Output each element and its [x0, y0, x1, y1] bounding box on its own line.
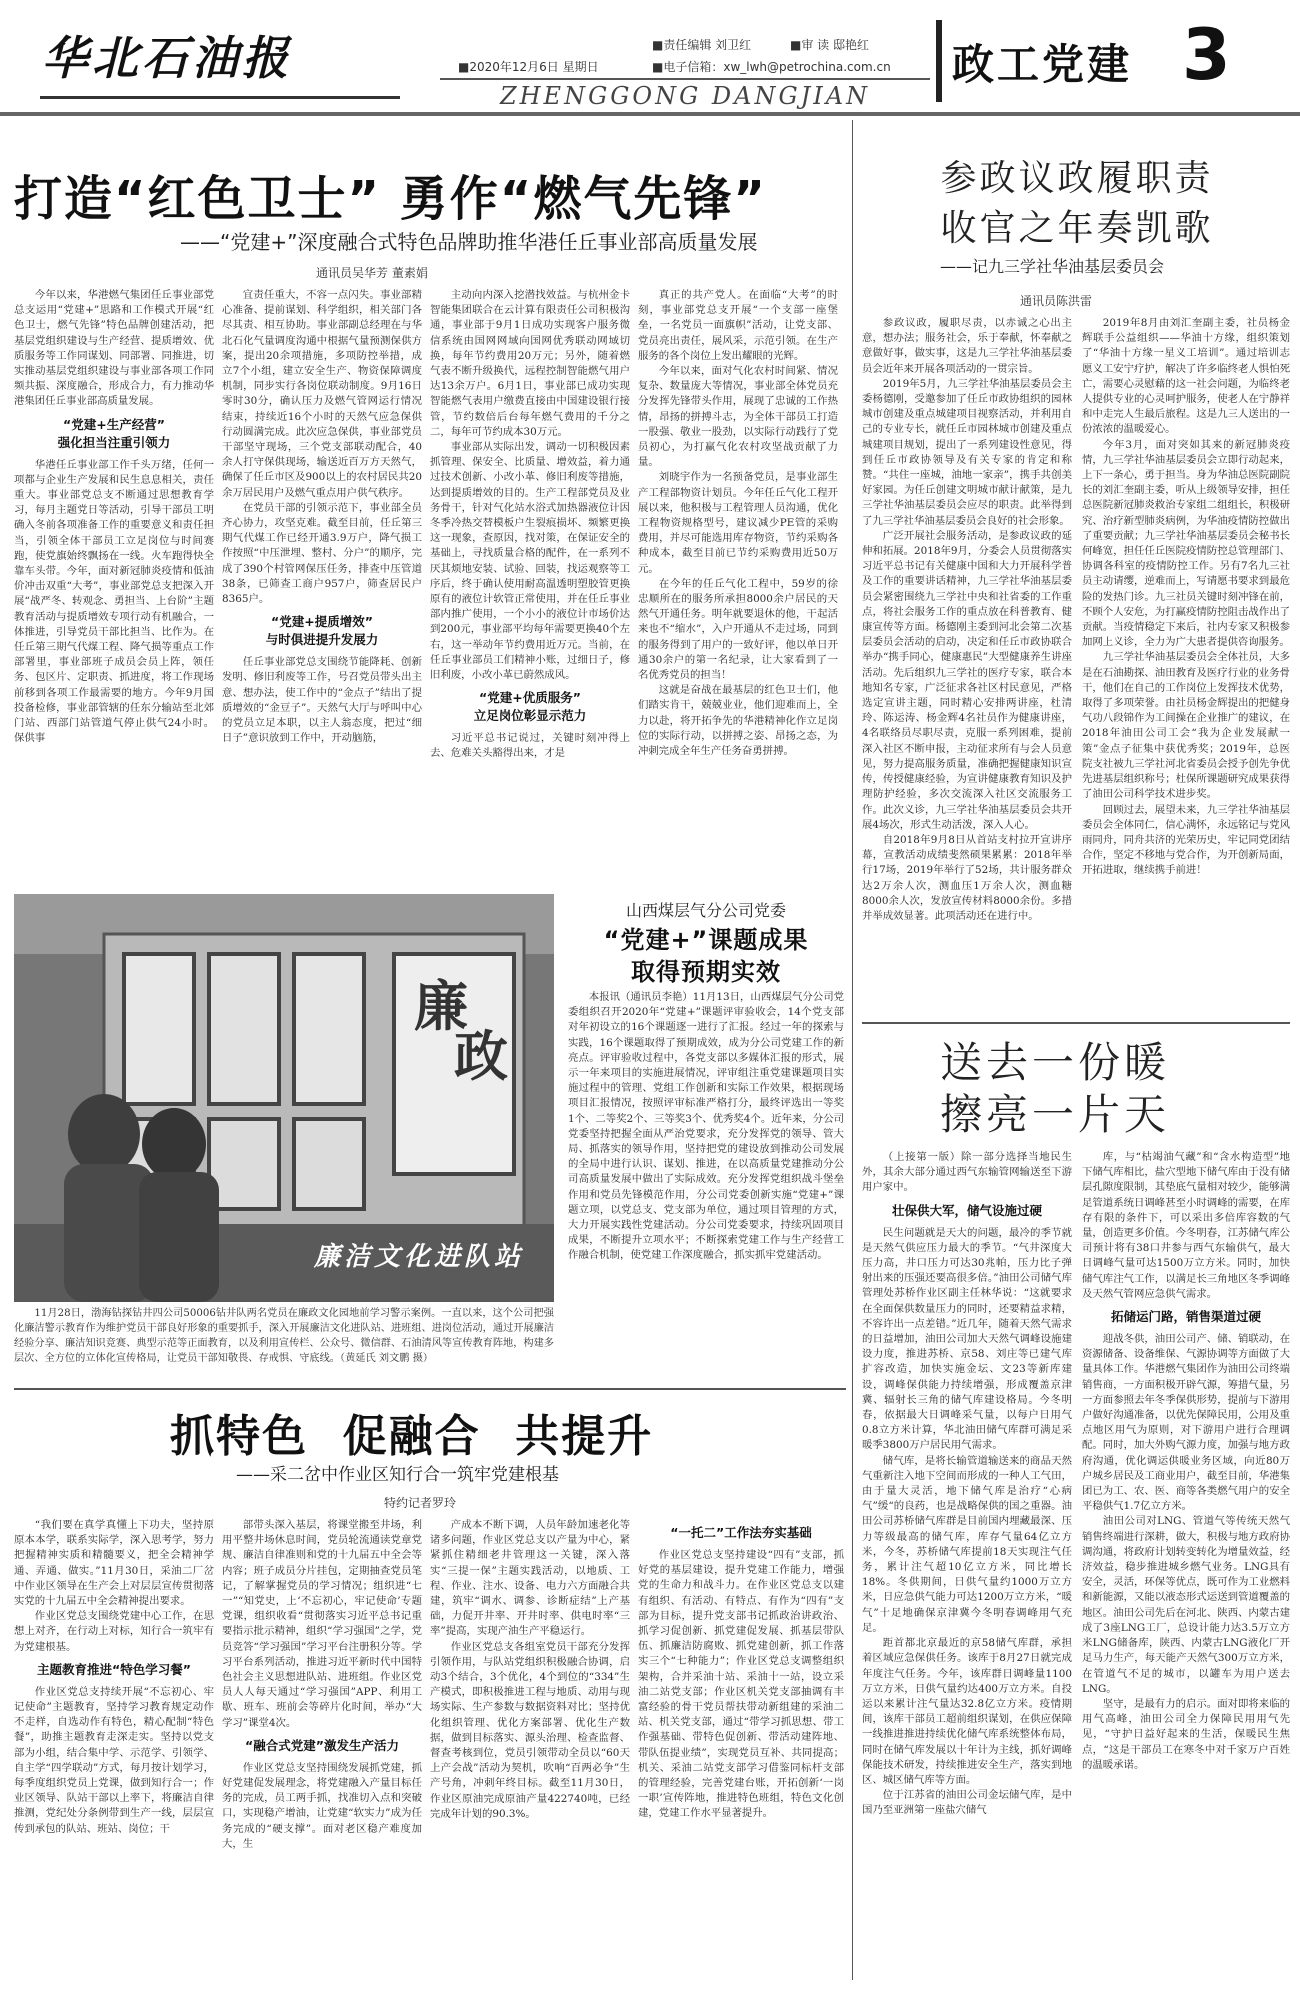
paragraph: 今年以来，面对气化农村时间紧、情况复杂、数量庞大等情况，事业部全体党员充分发挥先锋带头作用，展现了忠诚的工作热情，昂扬的拼搏斗志，为全体干部员工打造一股强、敬业一股劲，以实际行动践行了党员初心，为打赢气化农村攻坚战贡献了力量。 [638, 365, 838, 469]
paragraph: 任丘事业部党总支围绕节能降耗、创新发明、修旧利废等工作，号召党员带头出主意、想办法，使工作中的“金点子”结出了提质增效的“金豆子”。天然气大厅与呼叫中心的党员立足本职，以主人翁态度，把过“细日子”意识放到工作中，开动脑筋， [222, 656, 422, 745]
subheading: “党建+优质服务” 立足岗位彰显示范力 [473, 690, 587, 724]
logo-underline [40, 96, 400, 99]
section-title: 政工党建 [952, 40, 1133, 89]
paragraph: 今年以来，华港燃气集团任丘事业部党总支运用“党建+”思路和工作模式开展“红色卫士，燃气先锋”特色品牌创建活动，把基层党组织建设与生产经营、提质增效、优质服务等工作同谋划、同部署、同推进，切实推动基层党组织建设与事业部各项工作同频共振、深度融合，形成合力，有力推动华港集团任丘事业部高质量发展。 [14, 289, 214, 408]
photo-sign-char-2: 政 [454, 1024, 508, 1088]
article3-byline: 特约记者罗玲 [384, 1496, 457, 1510]
photo-caption: 11月28日，渤海钻探钻井四公司50006钻井队两名党员在廉政文化园地前学习警示案例。一直以来，这个公司把强化廉洁警示教育作为维护党员干部良好形象的重要抓手，深入开展廉洁文化进队站、进班组、进岗位活动，通过开展廉洁经验分享、廉洁知识竞赛、典型示范等正面教育，以及利用宣传栏、公众号、微信群、石油清风等宣传教育阵地，构建多层次、全方位的立体化宣传格局，让党员干部知敬畏、存戒惧、守底线。 [14, 1308, 554, 1364]
paragraph: 作业区党总支围绕党建中心工作，在思想上对齐，在行动上对标，知行合一筑牢有为党建根基。 [14, 1610, 214, 1653]
news-photo [14, 894, 554, 1302]
article1-subtitle: ——“党建+”深度融合式特色品牌助推华港任丘事业部高质量发展 [180, 230, 758, 254]
paragraph: 主动向内深入挖潜找效益。与杭州金卡智能集团联合在云计算有限责任公司积极沟通，事业部于9月1日成功实现客户服务微信系统由国网网域向国网优秀联动网域切换，每年节约费用20万元；另外，随着燃气表不断升级换代，远程控制智能燃气用户达13余万户。6月1日，事业部已成功实现智能燃气表用户缴费直接由中国建设银行接管，节约数倍后台每年燃气费用的千分之二，每年可节约成本30万元。 [430, 289, 630, 438]
paragraph: 位于江苏省的油田公司金坛储气库，是中国乃至亚洲第一座盐穴储气 [862, 1789, 1072, 1817]
masthead-bottom-rule [0, 112, 1300, 116]
right-article-title-1: 参政议政履职责 [940, 158, 1214, 199]
paragraph: 作业区党总支坚持建设“四有”支部，抓好党的基层建设，提升党建工作能力，增强党的生命力和战斗力。在作业区党总支以建有组织、有活动、有特点、有作为“四有”支部为目标，提升党支部书记抓政治讲政治、抓学习促创新、抓党建促发展、抓基层带队伍、抓廉洁防腐败、抓党建创新，抓工作落实三个“七种能力”；作业区党总支调整组织架构，合并采油十站、采油十一站，设立采油二站党支部；作业区机关党支部抽调有丰富经验的骨干党员帮扶带动新组建的采油二站、机关党支部，通过“带学习抓思想、带工作强基础、带特色促创新、带活动建阵地、带队伍提业绩”，实现党员互补、共同提高；机关、采油二站党支部学习借鉴同标杆支部的管理经验，完善党建台账，开拓创新‘一岗一职’宣传阵地，推进特色班组，特色文化创建，党建工作水平显著提升。 [638, 1549, 844, 1820]
article3-subtitle: ——采二岔中作业区知行合一筑牢党建根基 [236, 1465, 559, 1485]
photo-credit: （黄延氏 刘文鹏 摄） [340, 1353, 434, 1364]
paragraph: 今年3月，面对突如其来的新冠肺炎疫情，九三学社华油基层委员会立即行动起来，上下一条心，勇于担当。身为华油总医院副院长的刘汇奎副主委，听从上级领导安排，担任总医院新冠肺炎救治专家组二组组长，积极研究、治疗新型肺炎病例，为华油疫情防控做出了重要贡献；九三学社华油基层委员会秘书长何峰宽，担任任丘医院疫情防控总管理部门、协调各科室的疫情防控工作。另有7名九三社员主动请缨，逆难而上，写请愿书要求到最危险的发热门诊。九三社员关键时刻冲锋在前，不顾个人安危，为打赢疫情防控阻击战作出了贡献。当疫情稳定下来后，社内专家又积极参加网上义诊，全力为广大患者提供咨询服务。 [1082, 438, 1290, 649]
paragraph: 真正的共产党人。在面临“大考”的时刻，事业部党总支开展“一个支部一座堡垒，一名党员一面旗帜”活动，让党支部、党员亮出责任，展风采，示范引领。在生产服务的各个岗位上发出耀眼的光辉。 [638, 289, 838, 362]
article1-col1 [14, 288, 214, 886]
mid-article-body [568, 990, 844, 1380]
paragraph: 作业区党总支坚持围绕发展抓党建，抓好党建促发展理念，将党建融入产量目标任务的完成，员工两手抓，找准切入点和突破口，实现稳产增油，让党建“软实力”成为任务完成的“硬支撑”。面对老区稳产难度加大，生 [222, 1761, 422, 1850]
right-bottom-col2 [1082, 1150, 1290, 1980]
section-bar [936, 20, 942, 102]
paragraph: 2019年5月，九三学社华油基层委员会主委杨德刚，受邀参加了任丘市政协组织的园林城市创建及重点城建项目视察活动，并利用自己的专业专长，就任丘市园林城市创建及重点城建项目规划，提出了一系列建设性意见，得到任丘市政协领导及有关专家的肯定和称赞。“共住一座城，油地一家亲”，携手共创美好家园。为任丘创建文明城市献计献策，是九三学社华油基层委员会应尽的职责。此举得到了九三学社华油基层委员会良好的社会形象。 [862, 377, 1072, 527]
masthead [0, 0, 1300, 118]
paragraph: 自2018年9月8日从首站支村拉开宣讲序幕，宣教活动成绩斐然硕果累累：2018年举行17场，2019年举行了52场，共计服务群众达2万余人次，测血压1万余人次，测血糖8000余人次，发放宣传材料8000余份。多措并举成效显著。此项活动还在进行中。 [862, 833, 1072, 922]
right-article-byline: 通讯员陈洪雷 [1020, 294, 1093, 308]
right-article-col1 [862, 316, 1072, 1016]
issue-date: ■2020年12月6日 星期日 [458, 60, 599, 74]
photo-caption-box [14, 1306, 554, 1380]
article3-col1 [14, 1518, 214, 1980]
article3-col4 [638, 1518, 844, 1980]
subheading: 壮保供大军，储气设施过硬 [891, 1202, 1042, 1218]
subheading: 拓储运门路，销售渠道过硬 [1110, 1309, 1261, 1325]
newspaper-logo: 华北石油报 [42, 31, 292, 85]
right-bottom-col1 [862, 1150, 1072, 1980]
subheading: “一托二”工作法夯实基础 [670, 1525, 812, 1540]
section-rule [14, 1388, 846, 1390]
paragraph: 部带头深入基层，将课堂搬至井场，利用平整井场休息时间，党员轮流通读党章党规、廉洁自律准则和党的十九届五中全会等内容；班子成员分片挂包，定期抽查党员笔记，了解掌握党员的学习情况；组织进“七一”“知党史，上‘不忘初心，牢记使命’专题党课，组织收看“贯彻落实习近平总书记重要指示批示精神，组织“学习强国”之学，党员竞答“学习强国”学习平台注册积分等。学习平台系列活动，推进习近平新时代中国特色社会主义思想进队站、进班组。作业区党员人人每天通过“学习强国”APP、利用工歇、班车、班前会等碎片化时间，举办“大学习”课堂4次。 [222, 1519, 422, 1729]
paragraph: 民生问题就是天大的问题，最冷的季节就是天然气供应压力最大的季节。“气井深度大压力高，井口压力可达30兆帕，压力比子弹射出来的压强还要高很多倍。”油田公司储气库管理处苏桥作业区副主任林华说：“这就要求在全面保供数量压力的同时，还要精益求精，不容许出一点差错。”近几年，随着天然气需求的日益增加，油田公司加大天然气调峰设施建设力度，推进苏桥、京58、刘庄等已建气库扩容改造，加快实施金坛、文23等新库建设，调峰保供能力持续增强，形成覆盖京津冀、辐射长三角的储气库建设格局。今冬明春，依据最大日调峰采气量，以每户日用气0.8立方米计算，华北油田储气库群可满足采暖季3800万户居民用气需求。 [862, 1226, 1072, 1452]
subheading: “党建+生产经营” 强化担当注重引领力 [57, 416, 171, 450]
subheading: “党建+提质增效” 与时俱进提升发展力 [265, 614, 379, 648]
paragraph: “我们要在真学真懂上下功夫，坚持原原本本学，联系实际学，深入思考学，努力把握精神实质和精髓要义，把全会精神学通、弄通、做实。”11月30日，采油二厂岔中作业区领导在生产会上对层层宣传贯彻落实党的十九届五中全会精神提出要求。 [14, 1519, 214, 1608]
right-bottom-title-2: 擦亮一片天 [940, 1090, 1171, 1139]
paragraph: 宜责任重大，不容一点闪失。事业部精心准备、提前谋划、科学组织，相关部门各尽其责、相互协助。事业部副总经理在与华北石化气量调度沟通中根据气量预测保供方案，提出20余项措施，多项防控举措，成立7个小组，建立安全生产、物资保障调度机制，同步实行各岗位联动制度。9月16日零时30分，确认压力及燃气管网运行情况结束，持续近16个小时的天然气应急保供行动圆满完成。此次应急保供，事业部党员干部坚守现场，三个党支部联动配合，40余人打守保供现场，输送近百万方天然气，确保了任丘市区及900以上的农村居民共20余万居民用户及燃气重点用户供气秩序。 [222, 289, 422, 499]
paragraph: 坚守，是最有力的启示。面对即将来临的用气高峰，油田公司全力保障民用用气先见，“守护日益好起来的生活，保暖民生焦点，“这是干部员工在寒冬中对千家万户百姓的温暖承诺。 [1082, 1697, 1290, 1771]
paragraph: 九三学社华油基层委员会全体社员，大多是在石油勘探、油田教育及医疗行业的业务骨干，他们在自己的工作岗位上发挥技术优势，取得了多项荣誉。由社员杨金辉提出的把健身气功八段锦作为工间操在企业推广的建议，在2018年油田公司工会“我为企业发展献一策”金点子征集中获优秀奖；2019年，总医院支社被九三学社河北省委员会授予创先争优先进基层组织称号；杜保所课题研究成果获得了油田公司科学技术进步奖。 [1082, 651, 1290, 801]
photo-sign-char-1: 廉 [414, 974, 468, 1038]
paragraph: 作业区党总支持续开展“不忘初心、牢记使命”主题教育，坚持学习教育规定动作不走样，自选动作有特色，精心配制“特色餐”，助推主题教育走深走实。坚持以党支部为小组，结合集中学、示范学、引领学、自主学“四学联动”方式，每月按计划学习，每季度组织党员上党课，做到知行合一；作业区领导、队站干部以上率下，将廉洁自律推测，党纪处分条例带到生产一线，层层宣传到承包的队站、班站、岗位；干 [14, 1685, 214, 1835]
paragraph: 广泛开展社会服务活动，是参政议政的延伸和拓展。2018年9月，分委会人员贯彻落实习近平总书记有关健康中国和大力开展科学普及工作的重要讲话精神，九三学社华油基层委员会紧密围绕九三学社中央和社省委的工作重点，将社会服务工作的重点放在科普教育、健康宣传等方面。杨德刚主委到河北会第二次基层委员会活动的启动，决定和任丘市政协联合举办“携手同心，健康惠民”大型健康养生讲座活动。先后组织九三学社的医疗专家，联合本地知名专家，广泛征求各社区村民意见，严格选定宣讲主题，同时精心安排两讲座，杜清玲、陈运涛、杨金辉4名社员作为健康讲座，4名联络员尽职尽责，克服一系列困难，提前深入社区不断申报，主动征求所有与会人员意见，努力提高服务质量，准确把握健康知识宣传，传授健康经验，为宣讲健康教育知识及护理防护经验，多次交流深入社区交流服务工作。此次义诊，九三学社华油基层委员会共开展4场次，形式生动活泼，深入人心。 [862, 529, 1072, 831]
article1-byline: 通讯员吴华芳 董素娟 [316, 266, 428, 280]
page-number: 3 [1182, 14, 1233, 96]
paragraph: 这就是奋战在最基层的红色卫士们，他们踏实肯干，兢兢业业，他们迎难而上，全力以赴，将开拓争先的华港精神化作立足岗位的实际行动，以拼搏之姿、昂扬之态，为冲刺完成全年生产任务奋勇拼搏。 [638, 684, 838, 758]
paragraph: 距首都北京最近的京58储气库群，承担着区域应急保供任务。该库于8月27日就完成年度注气任务。今年，该库群日调峰量1100万立方米，日供气量约达400万立方米。自投运以来累计注气量达32.8亿立方米。疫情期间，该库干部员工超前组织谋划，在供应保障一线推进推进持续优化储气库系统整体布局，同时在储气库发展以十年计为主线，抓好调峰保能技术研发，持续推进安全生产，落实到地区、城区储气库等方面。 [862, 1637, 1072, 1786]
paragraph: 参政议政，履职尽责，以赤诚之心出主意，想办法；服务社会，乐于奉献，怀奉献之意做好事，做实事，这是九三学社华油基层委员会近年来开展各项活动的一贯宗旨。 [862, 317, 1072, 375]
article1-col2 [222, 288, 422, 886]
paragraph: 华港任丘事业部工作千头万绪，任何一项都与企业生产发展和民生息息相关，责任重大。事业部党总支不断通过思想教育学习，每月主题党日等活动，引导干部员工明确入冬前各项准备工作的重要意义和责任担当，引领全体干部员工立足岗位与时间赛跑，使党旗始终飘扬在一线。火车跑得快全靠车头带。今年，面对新冠肺炎疫情和低油价冲击双重“大考”，事业部党总支把深入开展“战严冬、转观念、勇担当、上台阶”主题教育活动与提质增效专项行动有机融合，一体推进，引导党员干部比担当、比作为。在任丘第三期气代煤工程、降气损等重点工作部署里，事业部班子成员会员上阵，领任务、包区片、定职责、抓进度，将工作现场前移到各项工作最需要的地方。今年9月国投备检修，事业部管辖的任东分输站至北郊门站、西部门站管道气停止供气24小时。保供事 [14, 458, 214, 745]
article3-col2 [222, 1518, 422, 1980]
mid-article-title-2: 取得预期实效 [631, 958, 781, 986]
mid-article-kicker: 山西煤层气分公司党委 [625, 901, 786, 920]
section-pinyin: ZHENGGONG DANGJIAN [499, 82, 871, 110]
article3-title: 抓特色 促融合 共提升 [170, 1411, 654, 1462]
column-divider [852, 120, 853, 1980]
right-article-col2 [1082, 316, 1290, 1016]
reviewer-credit: ■审 读 邸艳红 [790, 38, 869, 52]
paragraph: 油田公司对LNG、管道气等传统天然气销售终端进行深耕，做大，积极与地方政府协调沟通，将政府计划转变转化为增量效益，经济效益，稳步推进城乡燃气业务。LNG具有安全，灵活，环保等优点，既可作为工业燃料和新能源，又能以液态形式运送到管道覆盖的地区。油田公司先后在河北、陕西、内蒙古建成了3座LNG工厂，总设计能力达3.5万立方米LNG储备库，陕西、内蒙古LNG液化厂开足马力生产，每天能产天然气300万立方米，在管道气不足的城市，以罐车为用户送去LNG。 [1082, 1515, 1290, 1695]
paragraph: （上接第一版）除一部分选择当地民生外，其余大部分通过西气东输管网输送至下游用户家中。 [862, 1151, 1072, 1194]
right-article-subtitle: ——记九三学社华油基层委员会 [940, 257, 1165, 276]
right-article-title-2: 收官之年奏凯歌 [940, 208, 1214, 249]
article1-title: 打造“红色卫士” 勇作“燃气先锋” [14, 171, 767, 227]
paragraph: 作业区党总支各组室党员干部充分发挥引领作用，与队站党组织积极融合协调，启动3个结合，3个优化，4个到位的“334”生产模式，即积极推进工程与地质、动用与现场实际、生产参数与数据资料对比；坚持优化组织管理、优化方案部署、优化生产数据，做到目标落实、源头治理、检查监督、督查考核到位，党员引领带动全员以“60天上产会战”活动为契机，吹响“百两必争”生产号角，冲刺年终目标。截至11月30日，作业区原油完成原油产量422740吨，已经完成年计划的90.3%。 [430, 1640, 630, 1820]
email-info: ■电子信箱：xw_lwh@petrochina.com.cn [652, 60, 891, 74]
paragraph: 在今年的任丘气化工程中，59岁的徐忠顺所在的服务所承担8000余户居民的天然气开通任务。明年就要退休的他，干起活来也不“缩水”，入户开通从不走过场，同到的服务得到了用户的一致好评，他以单日开通30余户的第一名纪录，让大家看到了一名优秀党员的担当！ [638, 577, 838, 682]
paragraph: 储气库，是将长输管道输送来的商品天然气重新注入地下空间而形成的一种人工气田，由于量大灵活，地下储气库是治疗“心病气”缓“的良药，也是战略保供的国之重器。油田公司苏桥储气库群是目前国内埋藏最深、压力等级最高的储气库，库存气量64亿立方米，今冬，苏桥储气库提前18天实现注气任务，累计注气超10亿立方米，同比增长18%。冬供期间，日供气量约1000万立方米，日应急供气能力可达1200万立方米，“暖气”十足地确保京津冀今冬明春调峰用气充足。 [862, 1454, 1072, 1634]
paragraph: 库，与“枯竭油气藏”和“含水构造型”地下储气库相比，盐穴型地下储气库由于没有储层孔隙度限制，其垫底气量相对较少，能够满足管道系统日调峰甚至小时调峰的需要，在库存有限的条件下，可以采出多倍库容数的气量，创造更多价值。今冬明春，江苏储气库公司预计将有38口井参与西气东输供气，最大日调峰气量可达1500万立方米。同时，加快储气库注气工作，以满足长三角地区冬季调峰及天然气管网应急供气需求。 [1082, 1151, 1290, 1300]
masthead-rule [440, 78, 930, 80]
paragraph: 2019年8月由刘汇奎副主委，社员杨金辉联手公益组织——华油十方缘，组织策划了“华油十方缘一星义工培训”。通过培训志愿义工安宁疗护，解决了许多临终老人惧怕死亡，需要心灵慰藉的这一社会问题，为临终老人提供专业的心灵呵护服务，使老人在宁静祥和中走完人生最后旅程。这是九三人送出的一份浓浓的温暖爱心。 [1082, 317, 1290, 436]
right-section-rule [862, 1022, 1290, 1024]
photo-overlay-caption: 廉洁文化进队站 [314, 1242, 525, 1272]
paragraph: 本报讯（通讯员李艳）11月13日，山西煤层气分公司党委组织召开2020年“党建+”课题评审验收会，14个党支部对年初设立的16个课题逐一进行了汇报。经过一年的探索与实践，16个课题取得了预期成效，成为分公司党建工作的新亮点。评审验收过程中，各党支部以多媒体汇报的形式，展示一年来项目的实施进展情况，评审组注重党建课题项目实施过程中的管理、党组工作创新和实际工作效果，根据现场项目汇报情况，按照评审标准严格打分，最终评选出一等奖1个、二等奖2个、三等奖3个、优秀奖4个。近年来，分公司党委坚持把握全面从严治党要求，充分发挥党的领导、管大局、抓落实的领导作用，坚持把党的建设放到推动公司发展的全局中进行认识、谋划、推进，在以高质量党建推动分公司高质量发展中做出了实际成效。充分发挥党组织战斗堡垒作用和党员先锋模范作用，分公司党委创新实施“党建+”课题立项，以党总支、党支部为单位，通过项目管理的方式，大力开展实践性党建活动。分公司党委要求，持续巩固项目成果，不断提升立项水平；不断探索党建工作与生产经营工作融合机制，使党建工作深度融合，抓实抓牢党建活动。 [568, 991, 844, 1262]
paragraph: 事业部从实际出发，调动一切积极因素抓管理、保安全、比质量、增效益，着力通过技术创新、小改小革、修旧利废等措施，达到提质增效的目的。生产工程部党员及业务骨干，针对气化站水浴式加热器液位计因冬季冷热交替模板户生裂痕损坏、频繁更换这一现象，查原因，找对策，在保证安全的基础上，寻找质量合格的配件，在一系列不厌其烦地安装、试验、回装，找运观察等工序后，终于确认使用耐高温透明塑胶管更换原有的液位计软管正常使用，并在任丘事业部内推广使用，一个小小的液位计市场价达到200元，事业部平均每年需要更换40个左右，这一举动年节约费用近万元。当前，在任丘事业部员工们精神小账，过细日子，修旧利废，小改小革已蔚然成风。 [430, 441, 630, 682]
paragraph: 迎战冬供，油田公司产、储、销联动，在资源储备、设备维保、气源协调等方面做了大量具体工作。华港燃气集团作为油田公司终端销售商，一方面积极开辟气源，筹措气量，另一方面参照去年冬季保供形势，提前与下游用户做好沟通准备，以优先保障民用，公用及重点地区用气为原则，对下游用户进行合理调配。同时，加大外购气源力度，加强与地方政府沟通，优化调运供暖业务区域，向近80万户城乡居民及工商业用户，截至目前，华港集团已为工、农、医、商等各类燃气用户的安全平稳供气1.7亿立方米。 [1082, 1333, 1290, 1513]
paragraph: 产成本不断下调，人员年龄加速老化等诸多问题，作业区党总支以产量为中心，紧紧抓住精细老井管理这一关键，深入落实“三提一保”主题实践活动，以地质、工程、作业、注水、设备、电力六方面融合共建，筑牢“调水、调参、诊断症结”上产基础，力促开井率、开井时率、供电时率“三率”提高，实现产油生产平稳运行。 [430, 1519, 630, 1638]
article1-col4 [638, 288, 838, 886]
right-bottom-title-1: 送去一份暖 [940, 1038, 1171, 1087]
paragraph: 刘晓宇作为一名预备党员，是事业部生产工程部物资计划员。今年任丘气化工程开展以来，他积极与工程管理人员沟通，优化工程物资规格型号，建议减少PE管的采购费用，并尽可能选用库存物资，节约采购各种成本，截至目前已节约采购费用近50万元。 [638, 471, 838, 575]
mid-article-title-1: “党建+”课题成果 [603, 926, 809, 954]
subheading: “融合式党建”激发生产活力 [245, 1737, 399, 1753]
paragraph: 回顾过去，展望未来，九三学社华油基层委员会全体同仁，信心满怀，永远铭记与党风雨同舟，同舟共济的光荣历史，牢记同党团结合作，坚定不移地与党合作，为开创新局面，开拓进取，继续携手前进！ [1082, 803, 1290, 877]
article3-col3 [430, 1518, 630, 1980]
article1-col3 [430, 288, 630, 886]
editor-credit: ■责任编辑 刘卫红 [652, 38, 752, 52]
paragraph: 在党员干部的引领示范下，事业部全员齐心协力，攻坚克难。截至目前，任丘第三期气代煤工作已经开通3.9万户，降气损工作按照“中压泄埋、整村、分户”的顺序，完成了390个村管网保压任务，排查中压管道38条，已筛查工商户957户，筛查居民户8365户。 [222, 501, 422, 606]
paragraph: 习近平总书记说过，关键时刻冲得上去、危难关头豁得出来，才是 [430, 732, 630, 760]
subheading: 主题教育推进“特色学习餐” [37, 1661, 191, 1677]
